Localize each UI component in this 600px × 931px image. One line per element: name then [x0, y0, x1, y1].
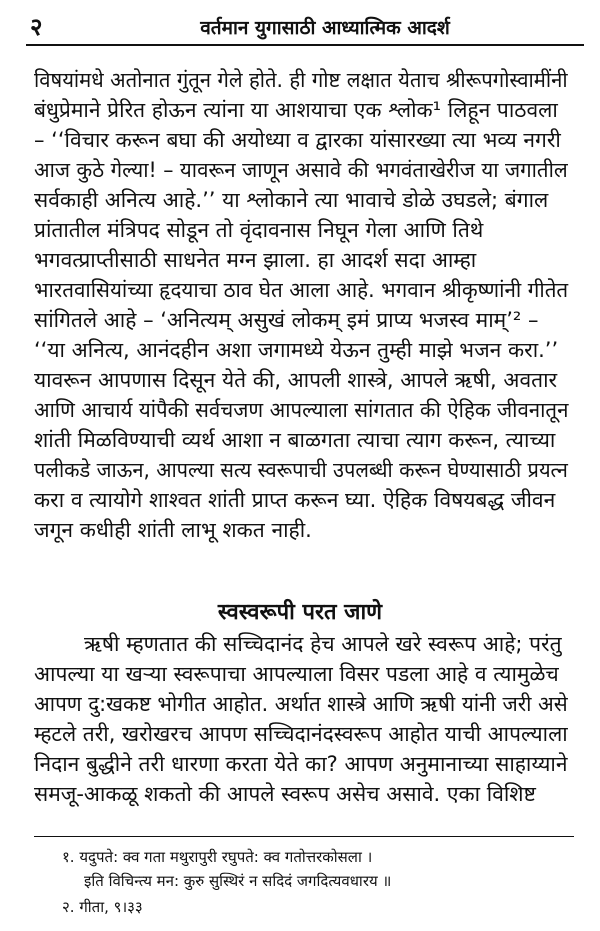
text-line: आपण दु:खकष्ट भोगीत आहोत. अर्थात शास्त्रे आणि ऋषी यांनी जरी असे: [34, 692, 568, 716]
page-number: २: [30, 13, 43, 41]
text-line: सांगितले आहे – ‘अनित्यम् असुखं लोकम् इमं प्राप्य भजस्व माम्’² –: [34, 308, 539, 332]
section-heading: स्वस्वरूपी परत जाणे: [217, 600, 383, 625]
footnote-rule: [34, 836, 574, 837]
text-line: शांती मिळविण्याची व्यर्थ आशा न बाळगता त्याचा त्याग करून, त्याच्या: [34, 428, 556, 452]
text-line: सर्वकाही अनित्य आहे.’’ या श्लोकाने त्या भावाचे डोळे उघडले; बंगाल: [34, 188, 549, 212]
running-title: वर्तमान युगासाठी आध्यात्मिक आदर्श: [200, 17, 450, 39]
text-line: म्हटले तरी, खरोखरच आपण सच्चिदानंदस्वरूप आहोत याची आपल्याला: [34, 722, 568, 746]
text-line: आपल्या या खऱ्या स्वरूपाचा आपल्याला विसर पडला आहे व त्यामुळेच: [34, 662, 559, 686]
footnote-1-line-2: इति विचिन्त्य मन: कुरु सुस्थिरं न सदिदं जगदित्यवधारय ॥: [84, 872, 392, 890]
text-line: जगून कधीही शांती लाभू शकत नाही.: [34, 518, 312, 542]
text-line: प्रांतातील मंत्रिपद सोडून तो वृंदावनास निघून गेला आणि तिथे: [34, 218, 484, 242]
text-line: बंधुप्रेमाने प्रेरित होऊन त्यांना या आशयाचा एक श्लोक¹ लिहून पाठवला: [34, 98, 558, 122]
footnote-1-line-1: १. यदुपते: क्व गता मथुरापुरी रघुपते: क्व गतोत्तरकोसला ।: [62, 848, 373, 866]
text-line: यावरून आपणास दिसून येते की, आपली शास्त्रे, आपले ऋषी, अवतार: [34, 368, 558, 392]
text-line: – ‘‘विचार करून बघा की अयोध्या व द्वारका यांसारख्या त्या भव्य नगरी: [34, 128, 561, 152]
text-line: करा व त्यायोगे शाश्वत शांती प्राप्त करून घ्या. ऐहिक विषयबद्ध जीवन: [34, 488, 556, 512]
text-line: विषयांमधे अतोनात गुंतून गेले होते. ही गोष्ट लक्षात येताच श्रीरूपगोस्वामींनी: [34, 68, 568, 92]
page-header: [0, 0, 600, 48]
header-rule: [26, 44, 584, 46]
text-line: भगवत्प्राप्तीसाठी साधनेत मग्न झाला. हा आदर्श सदा आम्हा: [34, 248, 477, 272]
text-line: समजू-आकळू शकतो की आपले स्वरूप असेच असावे. एका विशिष्ट: [34, 782, 536, 806]
text-line: निदान बुद्धीने तरी धारणा करता येते का? आपण अनुमानाच्या साहाय्याने: [34, 752, 568, 776]
footnote-2: २. गीता, ९।३३: [62, 898, 143, 916]
text-line: पलीकडे जाऊन, आपल्या सत्य स्वरूपाची उपलब्धी करून घेण्यासाठी प्रयत्न: [34, 458, 568, 482]
text-line: आणि आचार्य यांपैकी सर्वचजण आपल्याला सांगतात की ऐहिक जीवनातून: [34, 398, 569, 422]
text-line: ऋषी म्हणतात की सच्चिदानंद हेच आपले खरे स्वरूप आहे; परंतु: [84, 632, 562, 656]
text-line: भारतवासियांच्या हृदयाचा ठाव घेत आला आहे. भगवान श्रीकृष्णांनी गीतेत: [34, 278, 569, 302]
text-line: आज कुठे गेल्या! – यावरून जाणून असावे की भगवंताखेरीज या जगातील: [34, 158, 568, 182]
text-line: ‘‘या अनित्य, आनंदहीन अशा जगामध्ये येऊन तुम्ही माझे भजन करा.’’: [34, 338, 559, 362]
